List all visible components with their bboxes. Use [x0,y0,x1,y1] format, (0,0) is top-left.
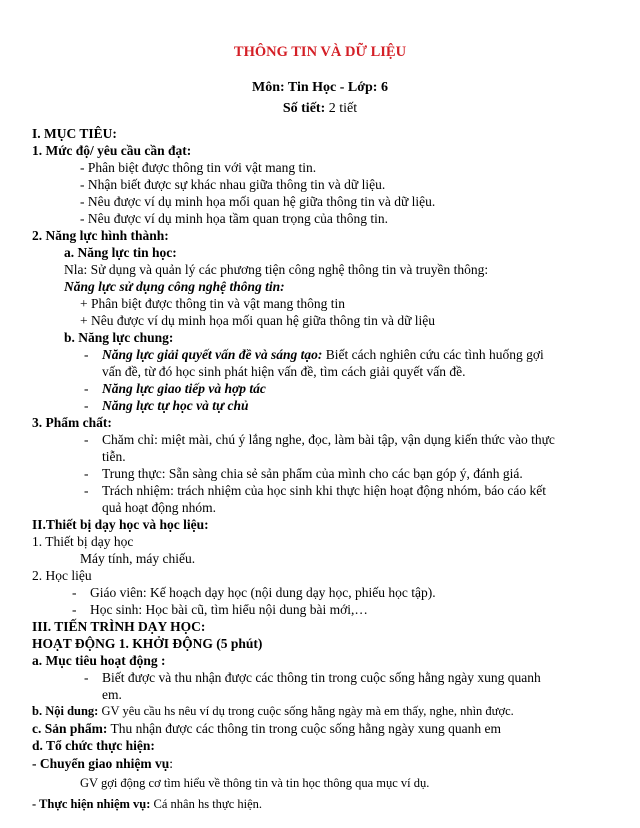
dash-bullet: - [84,347,89,362]
task-assign-line [32,755,173,772]
devices-heading: 1. Thiết bị dạy học [32,534,134,549]
material-item: Học sinh: Học bài cũ, tìm hiểu nội dung bài mới,… [90,602,368,617]
ict-item: + Phân biệt được thông tin và vật mang thông tin [80,296,346,311]
task-do-label: - Thực hiện nhiệm vụ: [32,797,151,811]
it-competency-heading: a. Năng lực tin học: [64,245,177,260]
activity-goal-heading: a. Mục tiêu hoạt động : [32,653,166,668]
requirement-item: - Nêu được ví dụ minh họa mối quan hệ giữa thông tin và dữ liệu. [80,194,436,209]
quality-item: Trách nhiệm: trách nhiệm của học sinh khi thực hiện hoạt động nhóm, báo cáo kết [102,483,546,498]
requirements-heading: 1. Mức độ/ yêu cầu cần đạt: [32,143,192,158]
nla-line: Nla: Sử dụng và quản lý các phương tiện công nghệ thông tin và truyền thông: [64,262,489,277]
product-label: c. Sản phẩm: [32,721,108,736]
task-assign-text: GV gợi động cơ tìm hiểu về thông tin và tin học thông qua mục ví dụ. [80,776,430,790]
activity-goal-continuation: em. [102,687,122,702]
content-line [32,703,514,720]
ict-item: + Nêu được ví dụ minh họa mối quan hệ giữa thông tin và dữ liệu [80,313,436,328]
dash-bullet: - [84,670,89,685]
devices-text: Máy tính, máy chiếu. [80,551,196,566]
dash-bullet: - [72,585,77,600]
quality-item: Trung thực: Sẵn sàng chia sẻ sản phẩm của mình cho các bạn góp ý, đánh giá. [102,466,523,481]
activity-heading: HOẠT ĐỘNG 1. KHỞI ĐỘNG (5 phút) [32,636,263,651]
qualities-heading: 3. Phẩm chất: [32,415,112,430]
content-label: b. Nội dung: [32,704,99,718]
dash-bullet: - [72,602,77,617]
subject-line: Môn: Tin Học - Lớp: 6 [252,80,388,95]
quality-item: Chăm chỉ: miệt mài, chú ý lắng nghe, đọc, làm bài tập, vận dụng kiến thức vào thực [102,432,555,447]
general-item: Năng lực giao tiếp và hợp tác [102,381,266,396]
requirement-item: - Nêu được ví dụ minh họa tầm quan trọng của thông tin. [80,211,389,226]
general-item-rest: Biết cách nghiên cứu các tình huống gợi [322,347,544,362]
general-item-bold: Năng lực giải quyết vấn đề và sáng tạo: [102,347,323,362]
task-assign-label: - Chuyển giao nhiệm vụ [32,756,170,771]
document-title: THÔNG TIN VÀ DỮ LIỆU [233,44,407,60]
periods-label: Số tiết: [282,101,326,116]
dash-bullet: - [84,398,89,413]
general-item: Năng lực tự học và tự chủ [102,398,249,413]
periods-line [0,100,640,117]
general-item-continuation: vấn đề, từ đó học sinh phát hiện vấn đề, tìm cách giải quyết vấn đề. [102,364,466,379]
competency-heading: 2. Năng lực hình thành: [32,228,169,243]
section-process-heading: III. TIẾN TRÌNH DẠY HỌC: [32,619,206,634]
task-assign-colon: : [169,756,174,771]
product-text: Thu nhận được các thông tin trong cuộc sống hằng ngày xung quanh em [107,721,502,736]
learning-materials-heading: 2. Học liệu [32,568,92,583]
periods-value: 2 tiết [328,101,358,116]
dash-bullet: - [84,432,89,447]
task-do-line [32,796,262,813]
section-materials-heading: II.Thiết bị dạy học và học liệu: [32,517,209,532]
dash-bullet: - [84,466,89,481]
task-do-text: Cá nhân hs thực hiện. [150,797,263,811]
organization-heading: d. Tổ chức thực hiện: [32,738,155,753]
requirement-item: - Phân biệt được thông tin với vật mang tin. [80,160,317,175]
material-item: Giáo viên: Kế hoạch dạy học (nội dung dạy học, phiếu học tập). [90,585,436,600]
general-competency-heading: b. Năng lực chung: [64,330,174,345]
section-objectives-heading: I. MỤC TIÊU: [32,126,117,141]
activity-goal-item: Biết được và thu nhận được các thông tin trong cuộc sống hằng ngày xung quanh [102,670,541,685]
quality-item-continuation: tiễn. [102,449,126,464]
general-item [102,346,544,363]
product-line [32,720,501,737]
requirement-item: - Nhận biết được sự khác nhau giữa thông tin và dữ liệu. [80,177,386,192]
content-text: GV yêu cầu hs nêu ví dụ trong cuộc sống hằng ngày mà em thấy, nghe, nhìn được. [98,704,514,718]
quality-item-continuation: quả hoạt động nhóm. [102,500,216,515]
dash-bullet: - [84,483,89,498]
dash-bullet: - [84,381,89,396]
ict-heading: Năng lực sử dụng công nghệ thông tin: [64,279,285,294]
